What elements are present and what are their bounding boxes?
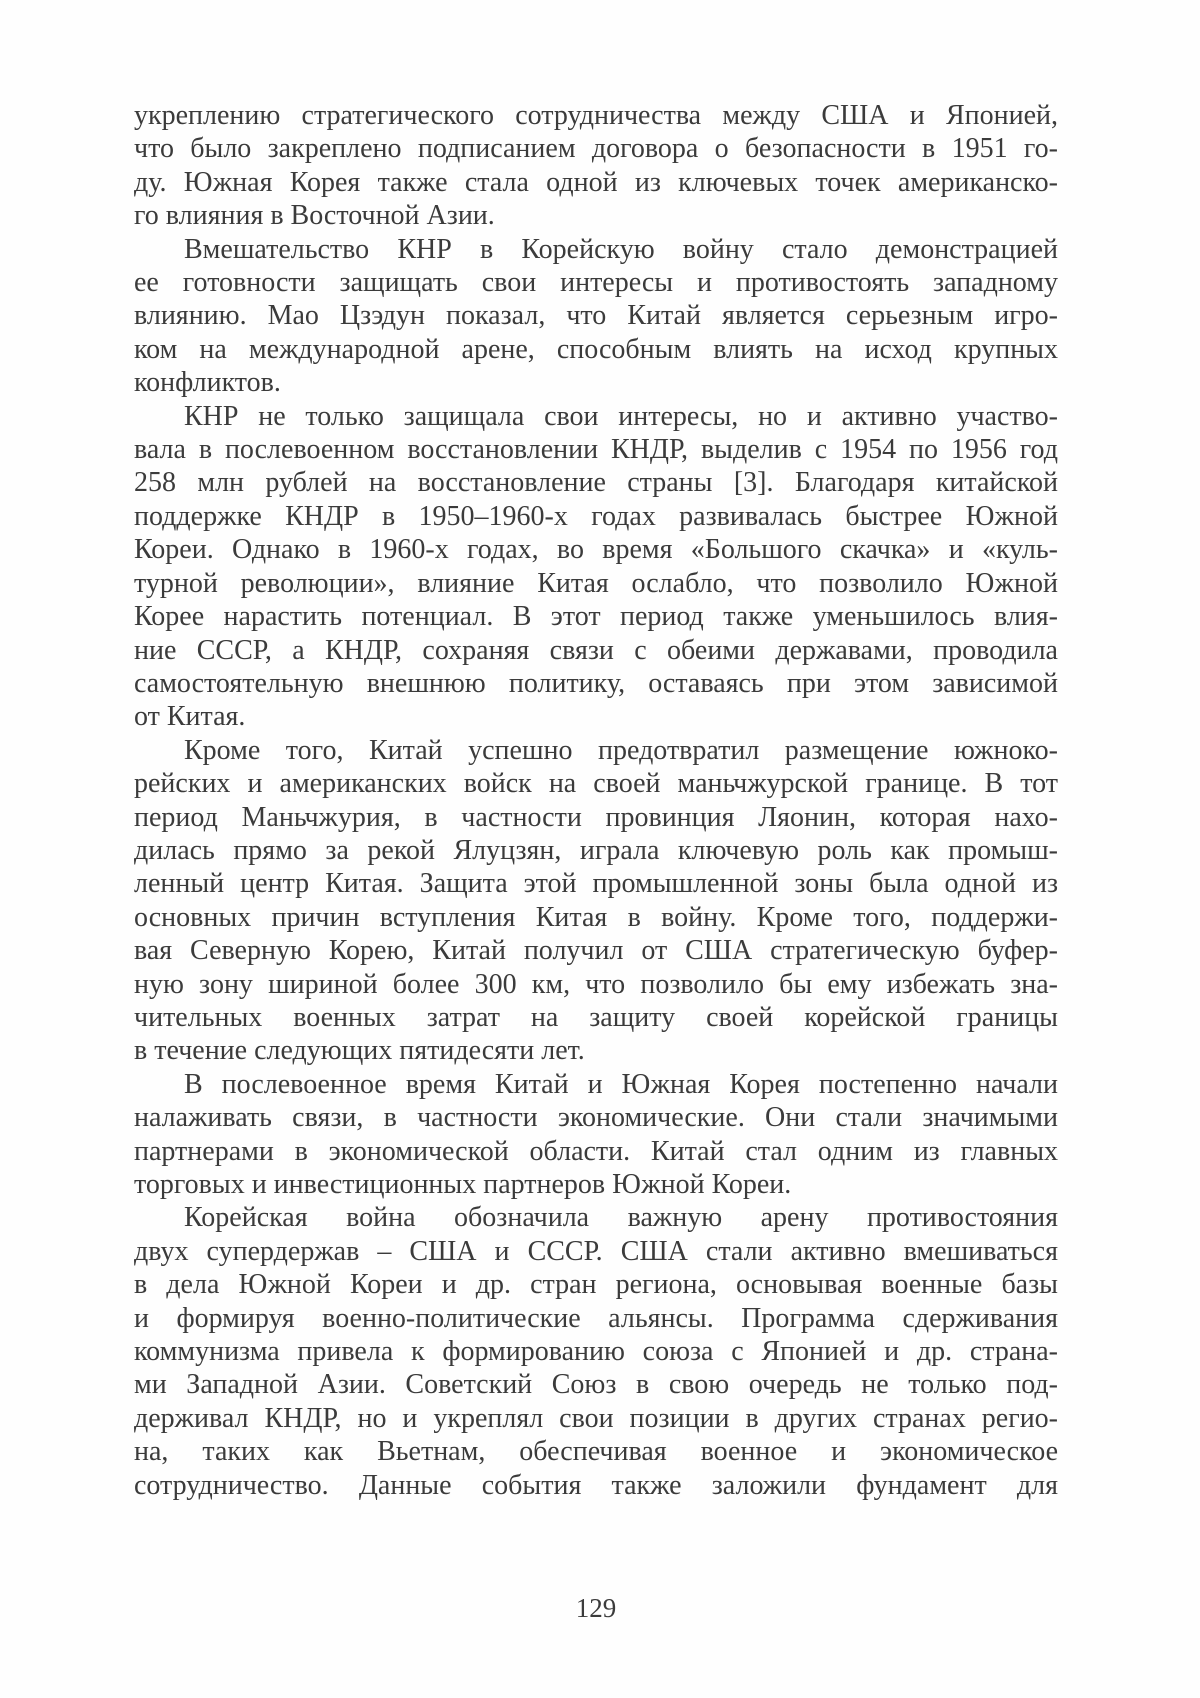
paragraph (134, 99, 1058, 233)
text-line: налаживать связи, в частности экономические. Они стали значимыми (134, 1102, 1058, 1134)
text-line: партнерами в экономической области. Китай стал одним из главных (134, 1135, 1058, 1167)
text-line: 258 млн рублей на восстановление страны [3]. Благодаря китайской (134, 467, 1058, 499)
text-line: ленный центр Китая. Защита этой промышленной зоны была одной из (134, 868, 1058, 900)
paragraph (134, 1068, 1058, 1202)
text-line: чительных военных затрат на защиту своей корейской границы (134, 1001, 1058, 1033)
text-line: сотрудничество. Данные события также заложили фундамент для (134, 1469, 1058, 1501)
text-line: турной революции», влияние Китая ослабло, что позволило Южной (134, 567, 1058, 599)
text-line: самостоятельную внешнюю политику, оставаясь при этом зависимой (134, 667, 1058, 699)
text-line: Кореи. Однако в 1960-х годах, во время «Большого скачка» и «куль- (134, 534, 1058, 566)
paragraph (134, 400, 1058, 734)
text-line: и формируя военно-политические альянсы. Программа сдерживания (134, 1302, 1058, 1334)
page-footer (134, 1592, 1058, 1624)
text-line: рейских и американских войск на своей маньчжурской границе. В тот (134, 768, 1058, 800)
text-line: на, таких как Вьетнам, обеспечивая военное и экономическое (134, 1436, 1058, 1468)
text-line: коммунизма привела к формированию союза с Японией и др. страна- (134, 1336, 1058, 1368)
text-line: в течение следующих пятидесяти лет. (134, 1035, 585, 1067)
text-line: вала в послевоенном восстановлении КНДР, выделив с 1954 по 1956 год (134, 434, 1058, 466)
text-line: держивал КНДР, но и укреплял свои позиции в других странах регио- (134, 1402, 1058, 1434)
text-line: ние СССР, а КНДР, сохраняя связи с обеими державами, проводила (134, 634, 1058, 666)
text-line: укреплению стратегического сотрудничества между США и Японией, (134, 100, 1058, 131)
paragraph (134, 1201, 1058, 1502)
text-line: торговых и инвестиционных партнеров Южной Кореи. (134, 1169, 792, 1200)
text-line: поддержке КНДР в 1950–1960-х годах развивалась быстрее Южной (134, 500, 1058, 532)
text-line: ную зону шириной более 300 км, что позволило бы ему избежать зна- (134, 968, 1058, 1000)
paragraph (134, 233, 1058, 400)
text-line: КНР не только защищала свои интересы, но и активно участво- (184, 400, 1058, 432)
text-line: от Китая. (134, 701, 246, 733)
paragraph (134, 734, 1058, 1068)
text-line: двух супердержав – США и СССР. США стали активно вмешиваться (134, 1235, 1058, 1267)
text-line: ми Западной Азии. Советский Союз в свою очередь не только под- (134, 1369, 1058, 1401)
text-line: период Маньчжурия, в частности провинция Ляонин, которая нахо- (134, 801, 1058, 833)
text-line: вая Северную Корею, Китай получил от США стратегическую буфер- (134, 935, 1058, 967)
page-number: 129 (575, 1593, 617, 1623)
text-line: Вмешательство КНР в Корейскую войну стало демонстрацией (184, 233, 1058, 265)
text-line: ду. Южная Корея также стала одной из ключевых точек американско- (134, 166, 1058, 198)
text-line: го влияния в Восточной Азии. (134, 200, 495, 232)
text-block (134, 99, 1058, 1502)
text-line: В послевоенное время Китай и Южная Корея постепенно начали (184, 1068, 1058, 1100)
text-line: основных причин вступления Китая в войну. Кроме того, поддержи- (134, 901, 1058, 933)
text-line: конфликтов. (134, 367, 281, 399)
text-line: дилась прямо за рекой Ялуцзян, играла ключевую роль как промыш- (134, 834, 1058, 866)
text-line: Корейская война обозначила важную арену противостояния (184, 1202, 1058, 1234)
text-line: Корее нарастить потенциал. В этот период также уменьшилось влия- (134, 601, 1058, 633)
text-line: ее готовности защищать свои интересы и противостоять западному (134, 267, 1058, 299)
text-line: Кроме того, Китай успешно предотвратил размещение южноко- (184, 734, 1058, 766)
text-line: что было закреплено подписанием договора о безопасности в 1951 го- (134, 133, 1058, 165)
text-line: влиянию. Мао Цзэдун показал, что Китай является серьезным игро- (134, 300, 1058, 332)
text-line: ком на международной арене, способным влиять на исход крупных (134, 333, 1058, 365)
text-line: в дела Южной Кореи и др. стран региона, основывая военные базы (134, 1269, 1058, 1301)
